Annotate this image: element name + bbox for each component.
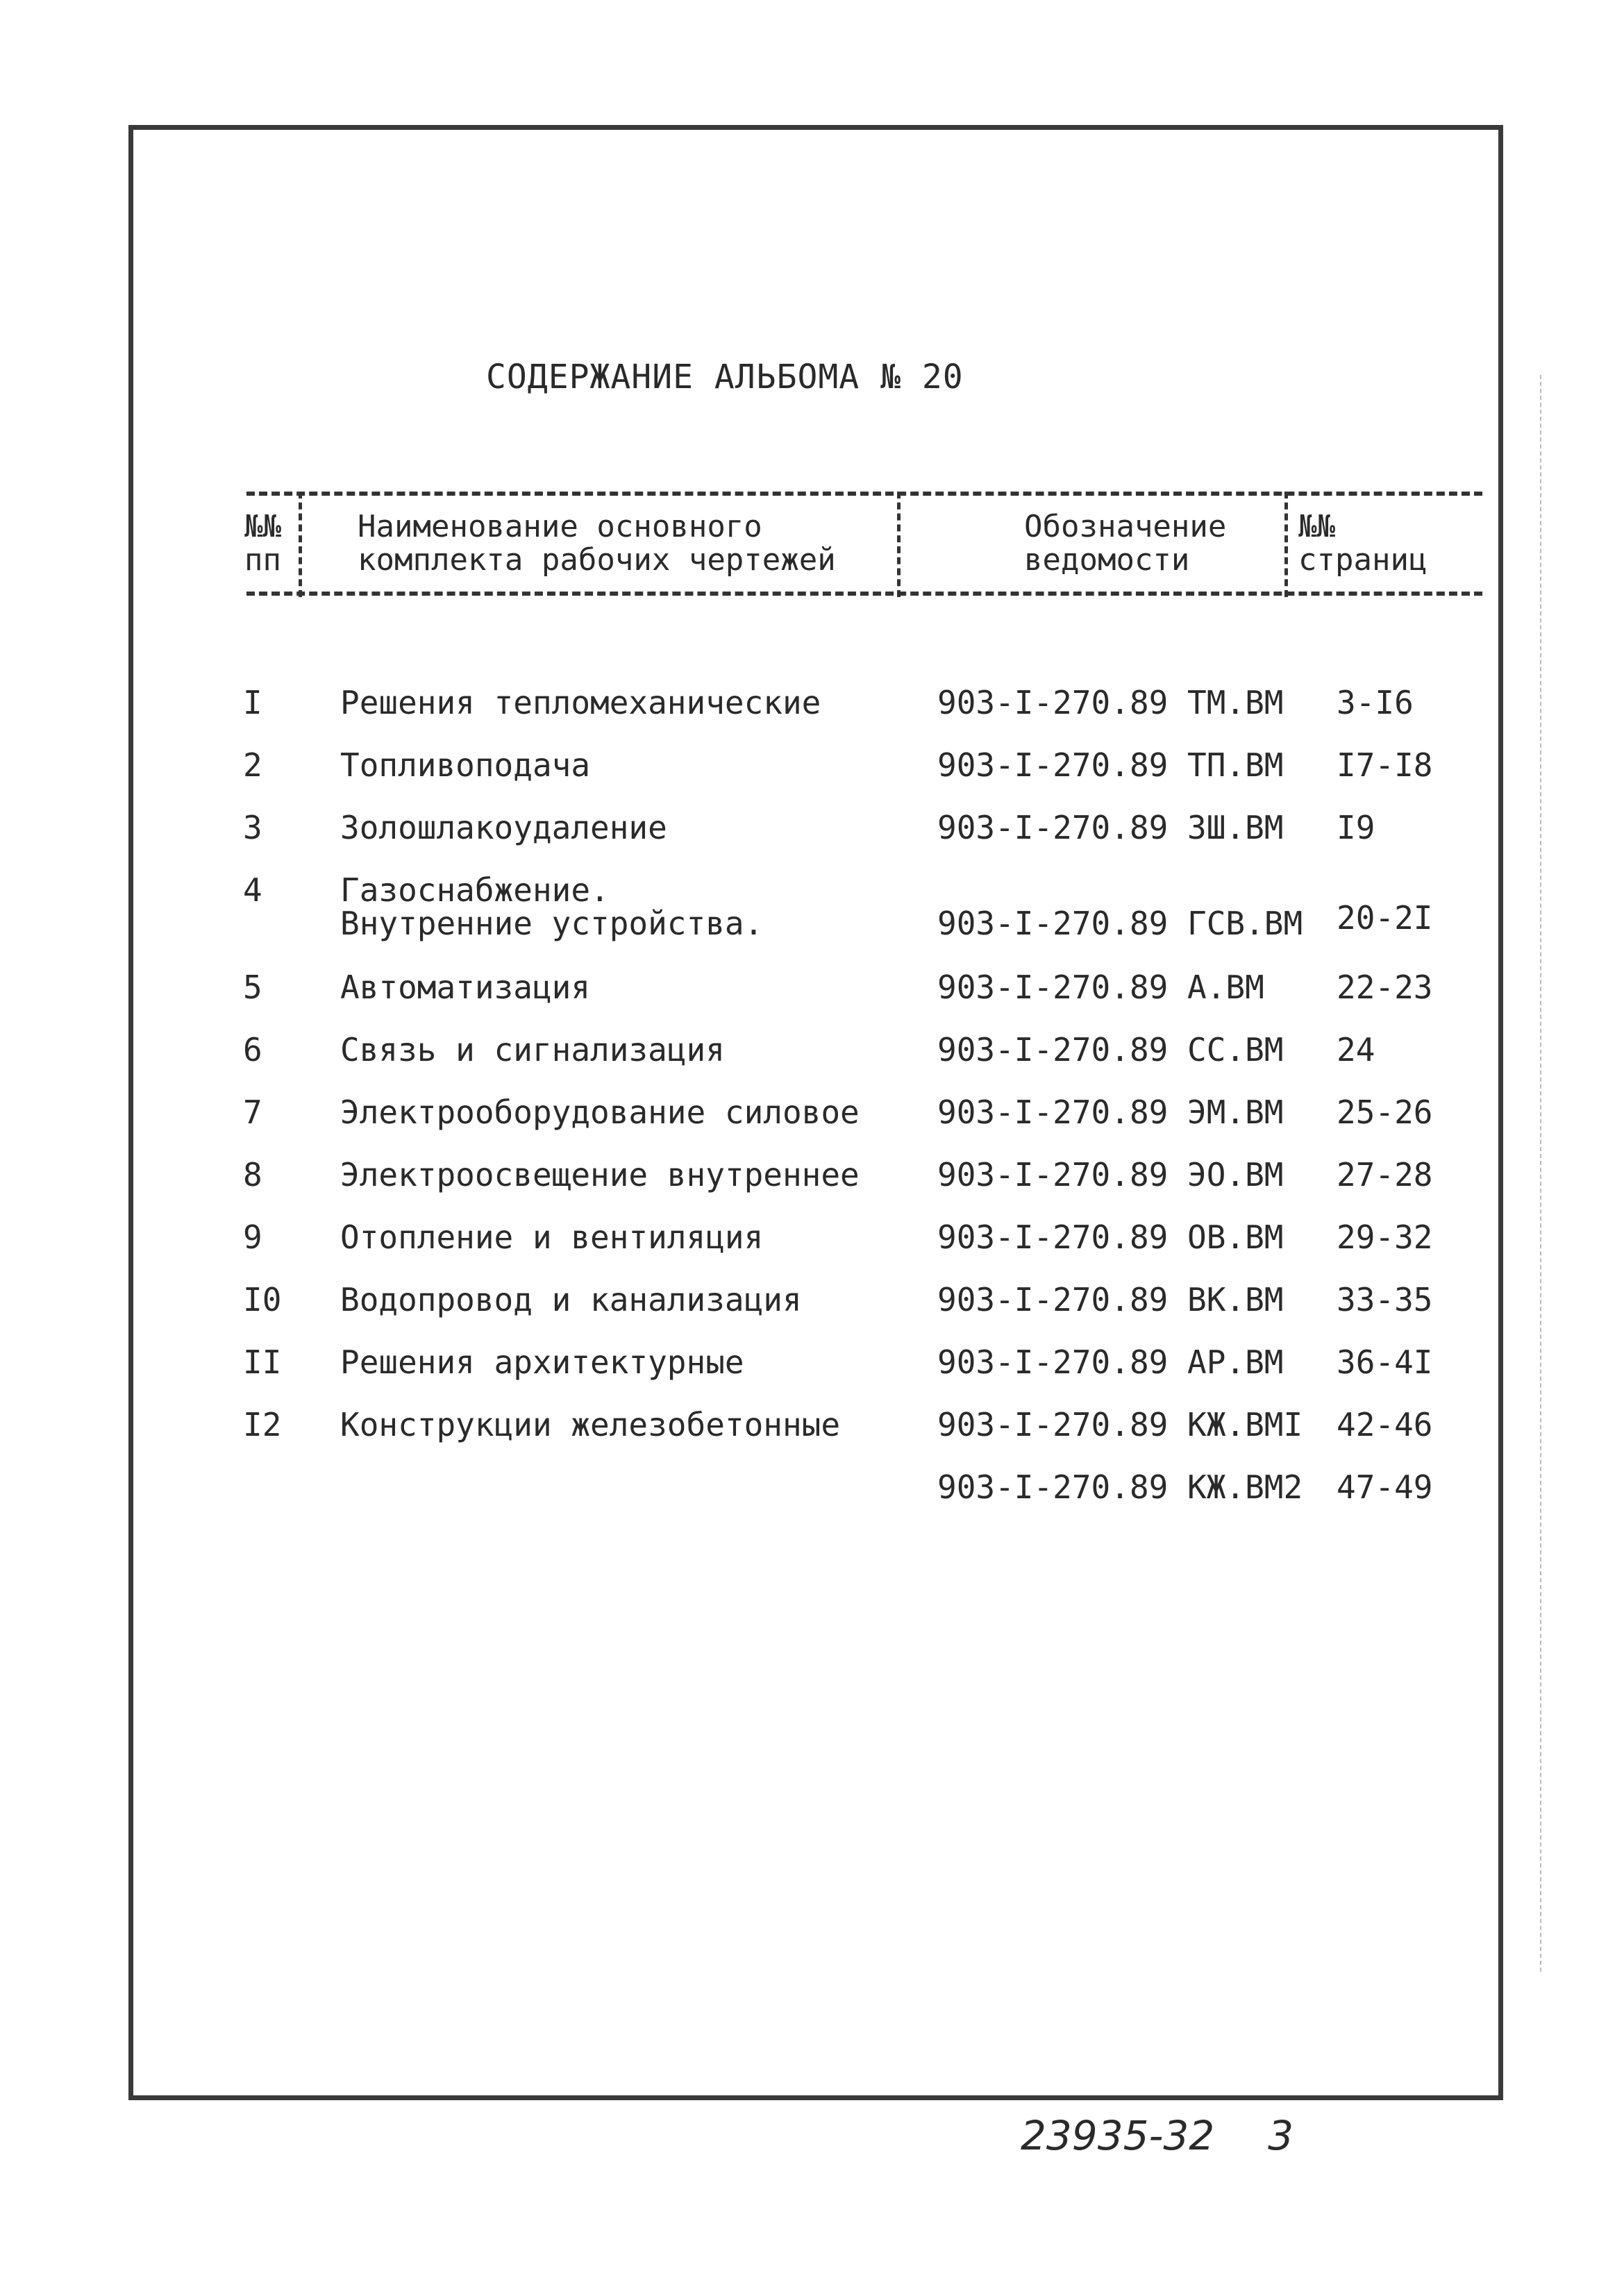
row-number: 8 xyxy=(243,1156,262,1193)
document-title: СОДЕРЖАНИЕ АЛЬБОМА № 20 xyxy=(486,358,964,396)
row-number: II xyxy=(243,1343,282,1381)
row-code: 903-I-270.89 ВК.ВМ xyxy=(937,1281,1284,1318)
page-number: 3 xyxy=(1268,2112,1294,2159)
row-name: Решения тепломеханические xyxy=(340,684,821,721)
row-pages: 42-46 xyxy=(1337,1406,1433,1443)
row-pages: 20-2I xyxy=(1337,899,1433,937)
header-bottom-rule xyxy=(246,592,1482,596)
row-pages: 3-I6 xyxy=(1337,684,1414,721)
row-pages: 33-35 xyxy=(1337,1281,1433,1318)
row-code: 903-I-270.89 ТМ.ВМ xyxy=(937,684,1284,721)
header-pages: №№ страниц xyxy=(1298,509,1428,578)
row-pages: 47-49 xyxy=(1337,1468,1433,1506)
row-name: Водопровод и канализация xyxy=(340,1281,802,1318)
row-number: 3 xyxy=(243,809,262,846)
row-pages: 27-28 xyxy=(1337,1156,1433,1193)
header-top-rule xyxy=(246,492,1482,496)
header-divider xyxy=(897,492,901,597)
row-number: 5 xyxy=(243,969,262,1006)
row-number: 4 xyxy=(243,871,262,909)
margin-mark xyxy=(1540,375,1543,1972)
row-name: Решения архитектурные xyxy=(340,1343,744,1381)
row-pages: 36-4I xyxy=(1337,1343,1433,1381)
row-number: 2 xyxy=(243,746,262,784)
row-name: Золошлакоудаление xyxy=(340,809,667,846)
row-name: Топливоподача xyxy=(340,746,591,784)
row-number: 6 xyxy=(243,1031,262,1069)
row-number: 9 xyxy=(243,1218,262,1256)
row-name: Конструкции железобетонные xyxy=(340,1406,841,1443)
row-name: Отопление и вентиляция xyxy=(340,1218,764,1256)
row-number: I2 xyxy=(243,1406,282,1443)
row-number: I xyxy=(243,684,262,721)
row-name: Связь и сигнализация xyxy=(340,1031,725,1069)
row-pages: 29-32 xyxy=(1337,1218,1433,1256)
row-code: 903-I-270.89 ЭО.ВМ xyxy=(937,1156,1284,1193)
header-name: Наименование основного комплекта рабочих чертежей xyxy=(358,509,836,578)
row-name: Автоматизация xyxy=(340,969,591,1006)
footer-stamp xyxy=(1021,2112,1294,2159)
row-code: 903-I-270.89 ОВ.ВМ xyxy=(937,1218,1284,1256)
row-number: 7 xyxy=(243,1093,262,1131)
header-code: Обозначение ведомости xyxy=(1024,509,1227,578)
row-code: 903-I-270.89 ЭМ.ВМ xyxy=(937,1093,1284,1131)
row-code: 903-I-270.89 А.ВМ xyxy=(937,969,1264,1006)
header-divider xyxy=(299,492,302,597)
row-code: 903-I-270.89 КЖ.ВМ2 xyxy=(937,1468,1303,1506)
row-number: I0 xyxy=(243,1281,282,1318)
row-code: 903-I-270.89 ТП.ВМ xyxy=(937,746,1284,784)
row-code: 903-I-270.89 ГСВ.ВМ xyxy=(937,905,1303,942)
row-pages: 22-23 xyxy=(1337,969,1433,1006)
row-pages: 25-26 xyxy=(1337,1093,1433,1131)
header-num: №№ пп xyxy=(244,509,281,578)
row-name: Электрооборудование силовое xyxy=(340,1093,860,1131)
row-pages: 24 xyxy=(1337,1031,1375,1069)
header-divider xyxy=(1284,492,1288,597)
row-pages: I7-I8 xyxy=(1337,746,1433,784)
row-name: Электроосвещение внутреннее xyxy=(340,1156,860,1193)
row-code: 903-I-270.89 ЗШ.ВМ xyxy=(937,809,1284,846)
row-code: 903-I-270.89 СС.ВМ xyxy=(937,1031,1284,1069)
document-code: 23935-32 xyxy=(1021,2112,1215,2159)
row-code: 903-I-270.89 АР.ВМ xyxy=(937,1343,1284,1381)
row-code: 903-I-270.89 КЖ.ВМI xyxy=(937,1406,1303,1443)
row-pages: I9 xyxy=(1337,809,1375,846)
row-name: Газоснабжение. Внутренние устройства. xyxy=(340,871,764,942)
